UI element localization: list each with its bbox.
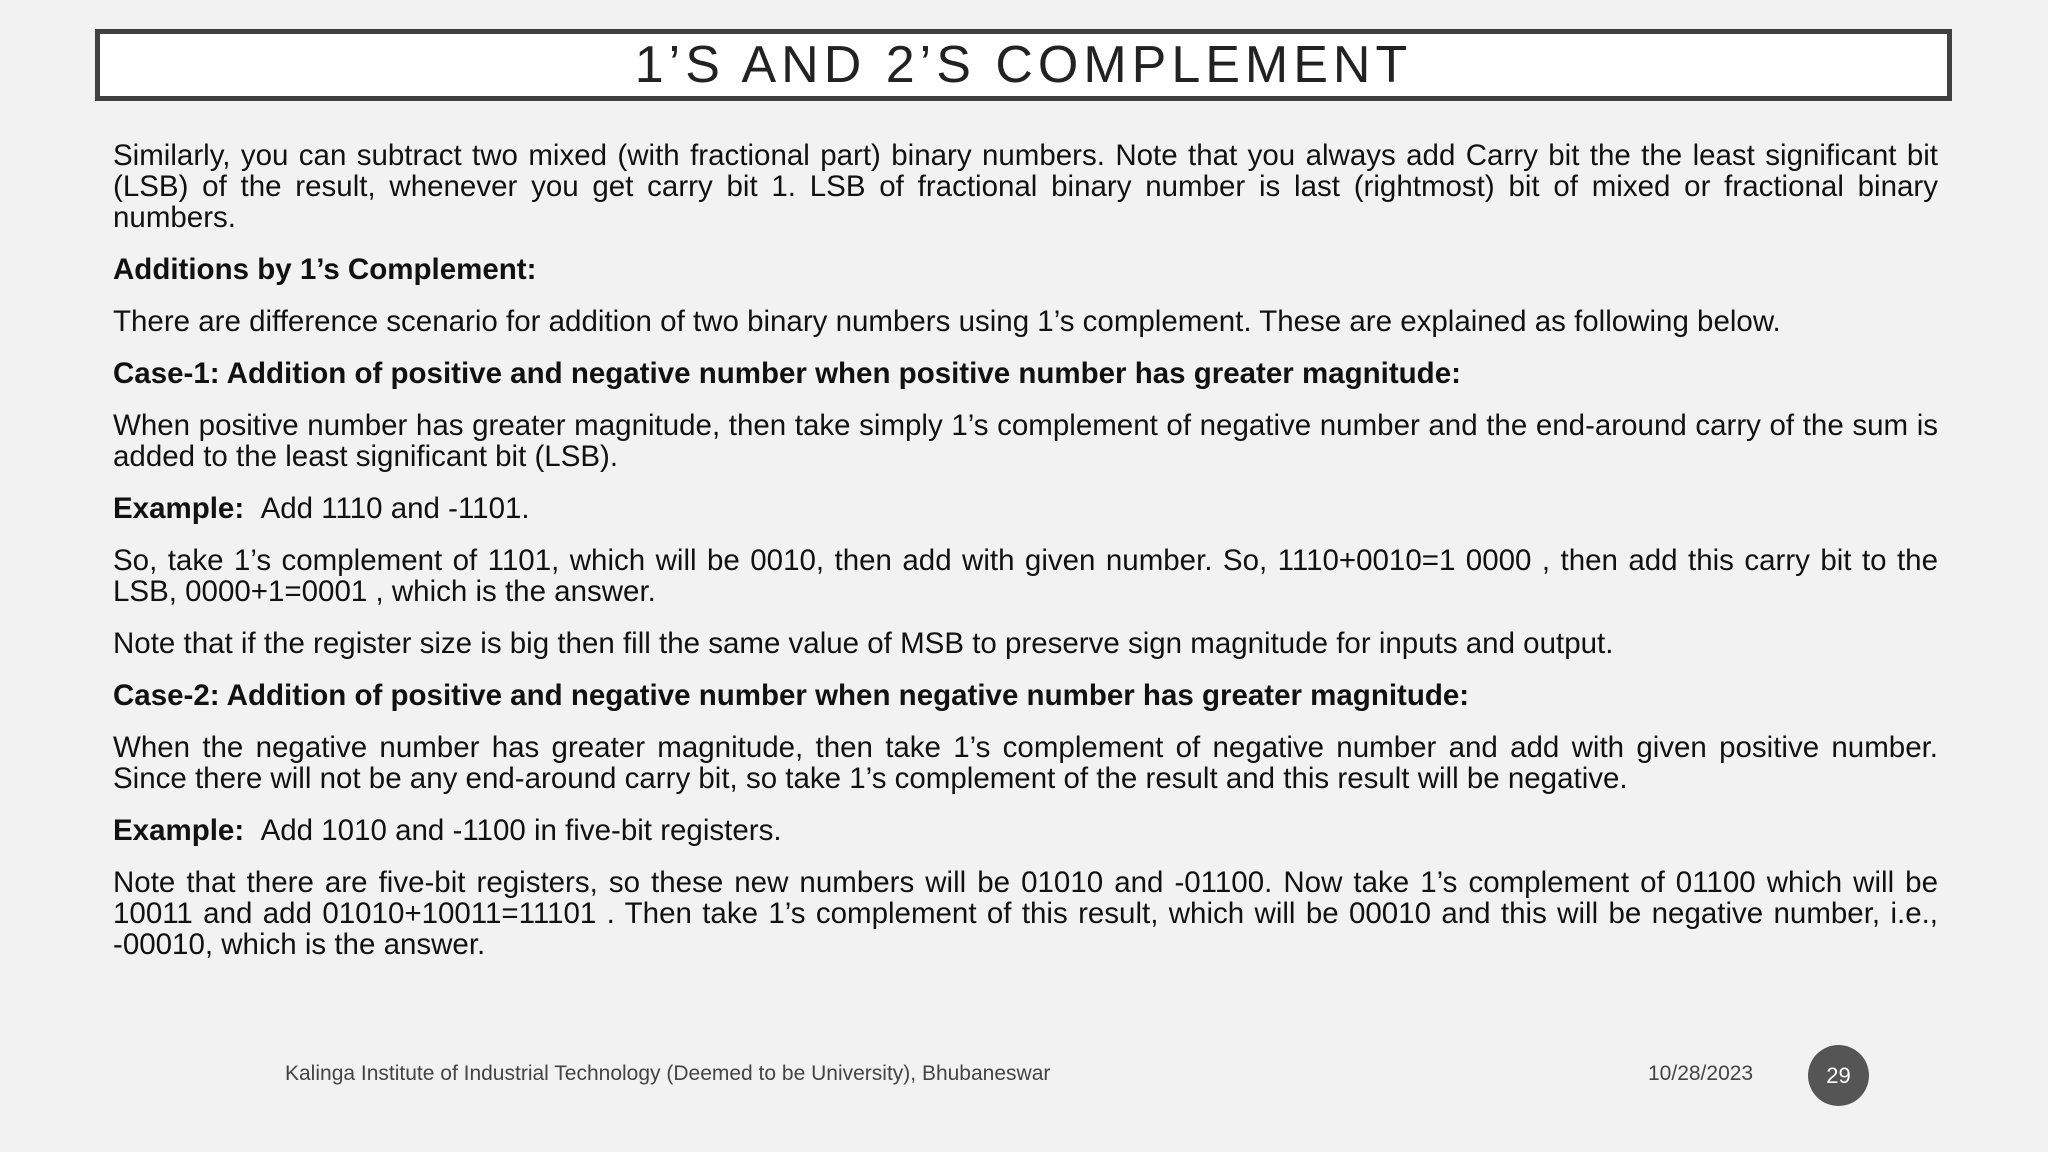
heading-case-1: Case-1: Addition of positive and negative number when positive number has greater magnitude:: [113, 357, 1461, 390]
paragraph-case-2: When the negative number has greater magnitude, then take 1’s complement of negative number and add with given positive number. Since there will not be any end-around carry bit, so take 1’s complement of the result and this result will be negative.: [113, 731, 1938, 795]
page-number-badge: [1808, 1045, 1869, 1106]
paragraph-case-1: When positive number has greater magnitude, then take simply 1’s complement of negative number and the end-around carry of the sum is added to the least significant bit (LSB).: [113, 409, 1938, 473]
page-number: 29: [1826, 1062, 1851, 1088]
paragraph-register-note: Note that if the register size is big then fill the same value of MSB to preserve sign magnitude for inputs and output.: [113, 627, 1614, 660]
heading-additions: Additions by 1’s Complement:: [113, 253, 537, 286]
slide-content: [113, 140, 1938, 981]
paragraph-example-1-solution: So, take 1’s complement of 1101, which will be 0010, then add with given number. So, 1110+0010=1 0000 , then add this carry bit to the LSB, 0000+1=0001 , which is the answer.: [113, 544, 1938, 608]
slide-title: 1’S AND 2’S COMPLEMENT: [634, 36, 1413, 94]
example-2-text: Add 1010 and -1100 in five-bit registers.: [260, 814, 782, 847]
example-1: [113, 493, 1938, 524]
heading-case-2: Case-2: Addition of positive and negative number when negative number has greater magnitude:: [113, 679, 1470, 712]
paragraph-example-2-solution: Note that there are five-bit registers, so these new numbers will be 01010 and -01100. Now take 1’s complement of 01100 which will be 10011 and add 01010+10011=11101 . Then take 1’s complement of this result, which will be 00010 and this will be negative number, i.e., -00010, which is the answer.: [113, 866, 1938, 961]
example-1-text: Add 1110 and -1101.: [260, 492, 530, 525]
footer-date: 10/28/2023: [1648, 1062, 1754, 1085]
footer-institution: Kalinga Institute of Industrial Technology (Deemed to be University), Bhubaneswar: [285, 1062, 1051, 1085]
example-1-label: Example:: [113, 492, 245, 525]
title-box: [95, 29, 1952, 101]
example-2-label: Example:: [113, 814, 245, 847]
paragraph-mixed-subtraction: Similarly, you can subtract two mixed (with fractional part) binary numbers. Note that you always add Carry bit the the least significant bit (LSB) of the result, whenever you get carry bit 1. LSB of fractional binary number is last (rightmost) bit of mixed or fractional binary numbers.: [113, 139, 1938, 234]
paragraph-scenarios: There are difference scenario for addition of two binary numbers using 1’s complement. These are explained as following below.: [113, 305, 1781, 338]
example-2: [113, 815, 1938, 846]
